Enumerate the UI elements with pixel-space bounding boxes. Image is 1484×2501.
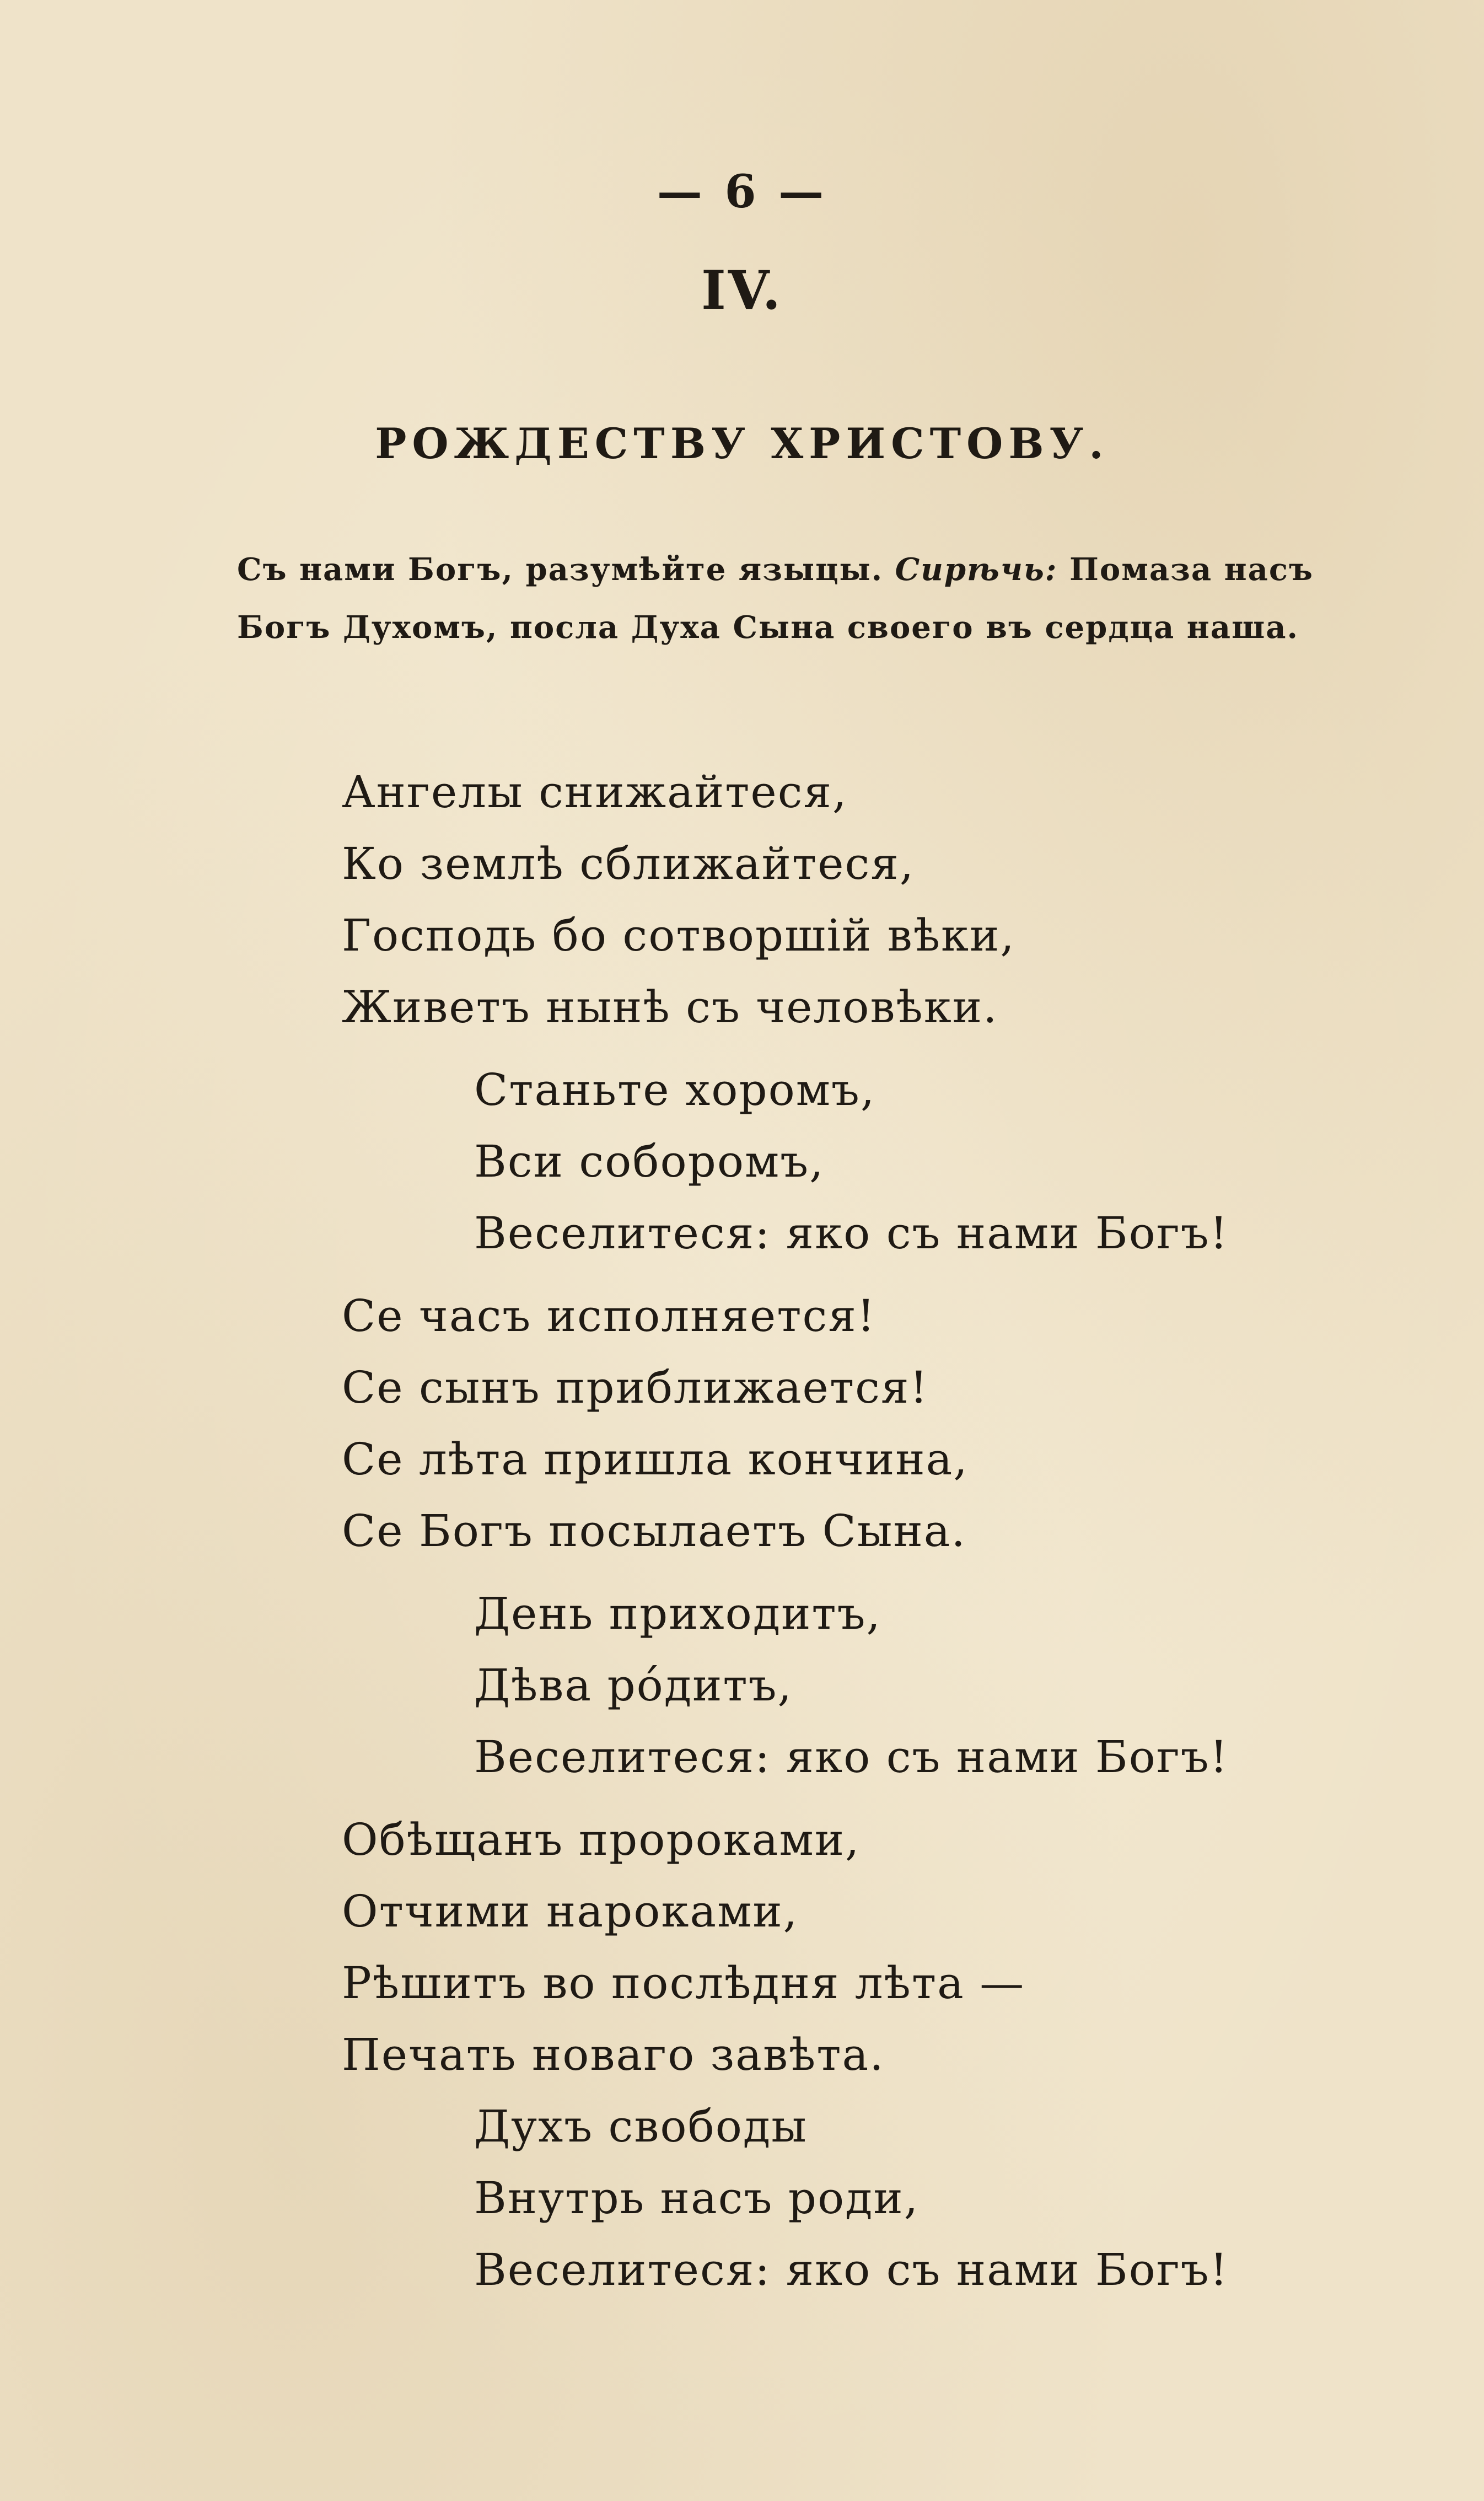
epigraph-text: Помаза насъ — [1057, 551, 1314, 588]
verse-line: Се лѣта пришла кончина, — [342, 1434, 969, 1485]
verse-line: Отчими нароками, — [342, 1886, 799, 1937]
refrain-line: Духъ свободы — [474, 2101, 808, 2152]
verse-line: Обѣщанъ пророками, — [342, 1814, 861, 1865]
verse-line: Ко землѣ сближайтеся, — [342, 838, 915, 889]
epigraph-text: Съ нами Богъ, разумѣйте языцы. — [237, 551, 895, 588]
epigraph-line-2: Богъ Духомъ, посла Духа Сына своего въ сердца наша. — [237, 609, 1299, 646]
section-numeral: IV. — [701, 259, 783, 321]
refrain-line: Веселитеся: яко съ нами Богъ! — [474, 2244, 1229, 2295]
refrain-line: Вси соборомъ, — [474, 1136, 825, 1187]
refrain-line: Внутрь насъ роди, — [474, 2172, 920, 2224]
epigraph-emphasis: Сирѣчь: — [895, 551, 1058, 588]
refrain-line: Станьте хоромъ, — [474, 1064, 876, 1115]
refrain-line: Веселитеся: яко съ нами Богъ! — [474, 1207, 1229, 1259]
verse-line: Ангелы снижайтеся, — [342, 766, 848, 818]
verse-line: Се сынъ приближается! — [342, 1362, 929, 1413]
epigraph-line-1 — [237, 551, 1378, 588]
page-number: — 6 — — [657, 165, 827, 218]
verse-line: Рѣшитъ во послѣдня лѣта — — [342, 1957, 1025, 2009]
verse-line: Господь бо сотворшiй вѣки, — [342, 910, 1015, 961]
verse-line: Печать новаго завѣта. — [342, 2029, 885, 2080]
verse-line: Се Богъ посылаетъ Сына. — [342, 1505, 966, 1557]
poem-title: РОЖДЕСТВУ ХРИСТОВУ. — [375, 419, 1109, 468]
refrain-line: Дѣва рóдитъ, — [474, 1660, 793, 1711]
refrain-line: Веселитеся: яко съ нами Богъ! — [474, 1731, 1229, 1783]
verse-line: Живетъ нынѣ съ человѣки. — [342, 981, 998, 1033]
verse-line: Се часъ исполняется! — [342, 1290, 876, 1341]
refrain-line: День приходитъ, — [474, 1588, 881, 1639]
